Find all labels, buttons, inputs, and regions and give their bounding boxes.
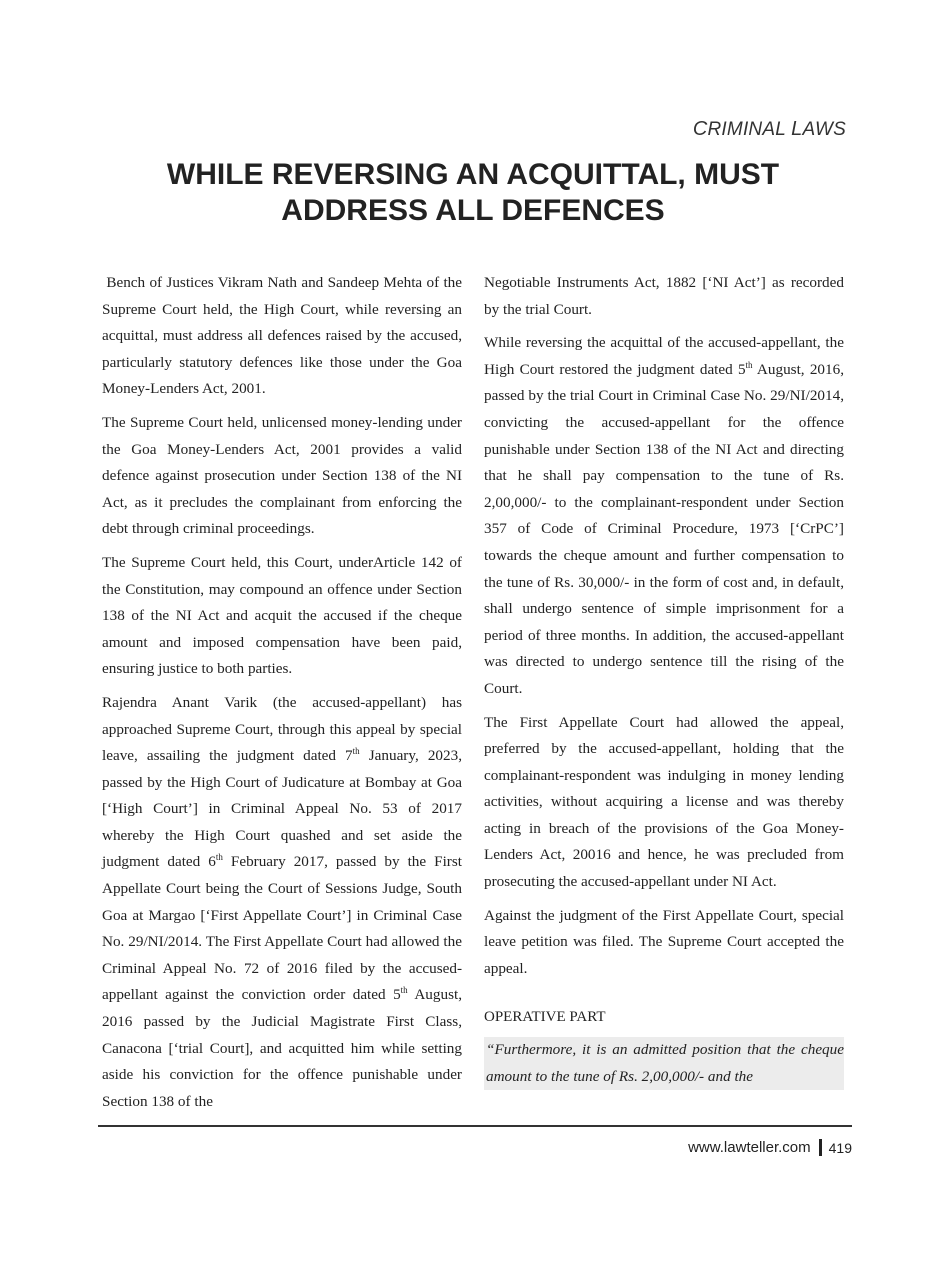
article-title-line1: WHILE REVERSING AN ACQUITTAL, MUST (166, 158, 780, 191)
right-paragraph-2-part-b: August, 2016, passed by the trial Court in Criminal Case No. 29/NI/2014, convicting the accused-appellant for the offence punishable under Section 138 of the NI Act and directing that he shall pay compensation to the tune of Rs. 2,00,000/- to the complainant-respondent under Section 357 of Code of Criminal Procedure, 1973 [‘CrPC’] towards the cheque amount and further compensation to the tune of Rs. 30,000/- in the form of cost and, in default, shall undergo sentence of simple imprisonment for a period of three months. In addition, the accused-appellant was directed to undergo sentence till the rising of the Court. (484, 360, 844, 697)
page-number: 419 (828, 1139, 852, 1156)
ordinal-suffix: th (400, 985, 408, 996)
right-paragraph-4: Against the judgment of the First Appellate Court, special leave petition was filed. The Supreme Court accepted the appeal. (484, 906, 844, 977)
left-paragraph-3: The Supreme Court held, this Court, underArticle 142 of the Constitution, may compound an offence under Section 138 of the NI Act and acquit the accused if the cheque amount and imposed compensation have been paid, ensuring justice to both parties. (102, 553, 462, 678)
section-label-part2: AWS (802, 119, 846, 140)
right-paragraph-2-part-a: While reversing the acquittal of the accused-appellant, the High Court restored the judgment dated 5 (484, 334, 844, 378)
section-label-initial-l: L (791, 118, 803, 140)
right-paragraph-1: Negotiable Instruments Act, 1882 [‘NI Act’] as recorded by the trial Court. (484, 274, 844, 318)
operative-part-heading: OPERATIVE PART (484, 1009, 606, 1026)
ordinal-suffix: th (745, 359, 753, 370)
operative-quote: “Furthermore, it is an admitted position that the cheque amount to the tune of Rs. 2,00,000/- and the (484, 1037, 844, 1090)
article-title-line2: ADDRESS ALL DEFENCES (281, 194, 665, 227)
left-paragraph-4-part-b: January, 2023, passed by the High Court of Judicature at Bombay at Goa [‘High Court’] in Criminal Appeal No. 53 of 2017 whereby the High Court quashed and set aside the judgment dated 6 (102, 747, 462, 871)
left-column (102, 270, 462, 1122)
ordinal-suffix: th (352, 746, 360, 757)
footer-divider (98, 1125, 852, 1127)
left-paragraph-1-text: Bench of Justices Vikram Nath and Sandeep Mehta of the Supreme Court held, the High Court, while reversing an acquittal, must address all defences raised by the accused, particularly statutory defences like those under the Goa Money-Lenders Act, 2001. (102, 274, 463, 398)
right-column (484, 270, 844, 1090)
left-paragraph-4 (102, 690, 462, 1116)
right-paragraph-2 (484, 330, 844, 702)
left-paragraph-1 (102, 270, 462, 403)
ordinal-suffix: th (215, 852, 223, 863)
website-link[interactable]: www.lawteller.com (688, 1139, 811, 1156)
section-label-part1: RIMINAL (707, 119, 792, 140)
page-footer (688, 1139, 852, 1156)
section-label-initial-c: C (692, 118, 708, 140)
left-paragraph-4-part-a: Rajendra Anant Varik (the accused-appellant) has approached Supreme Court, through this appeal by special leave, assailing the judgment dated 7 (102, 693, 462, 765)
left-paragraph-4-part-d: August, 2016 passed by the Judicial Magistrate First Class, Canacona [‘trial Court], and acquitted him while setting aside his conviction for the offence punishable under Section 138 of the (102, 986, 462, 1110)
article-title (100, 157, 846, 229)
footer-separator (819, 1139, 822, 1156)
left-paragraph-4-part-c: February 2017, passed by the First Appellate Court being the Court of Sessions Judge, South Goa at Margao [‘First Appellate Court’] in Criminal Case No. 29/NI/2014. The First Appellate Court had allowed the Criminal Appeal No. 72 of 2016 filed by the accused-appellant against the conviction order dated 5 (102, 853, 462, 1004)
section-label (693, 118, 846, 141)
right-paragraph-3: The First Appellate Court had allowed the appeal, preferred by the accused-appellant, holding that the complainant-respondent was indulging in money lending activities, without acquiring a license and was thereby acting in breach of the provisions of the Goa Money-Lenders Act, 20016 and hence, he was precluded from prosecuting the accused-appellant under NI Act. (484, 713, 844, 891)
left-paragraph-2: The Supreme Court held, unlicensed money-lending under the Goa Money-Lenders Act, 2001 provides a valid defence against prosecution under Section 138 of the NI Act, as it precludes the complainant from enforcing the debt through criminal proceedings. (102, 413, 462, 538)
